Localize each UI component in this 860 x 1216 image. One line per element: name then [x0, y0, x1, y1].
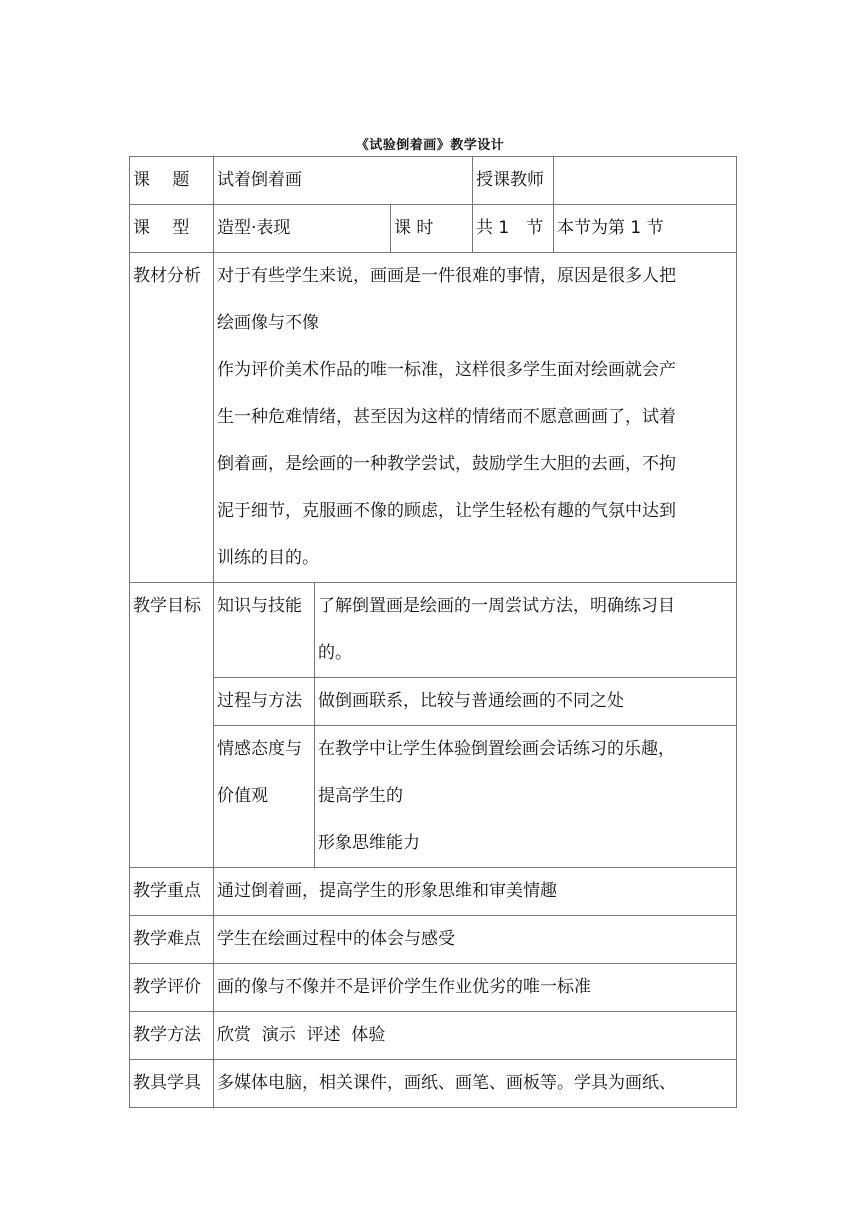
methods-value: 欣赏 演示 评述 体验 — [214, 1012, 737, 1060]
objective-text — [315, 583, 737, 678]
row-topic — [130, 157, 737, 205]
analysis-line: 倒着画，是绘画的一种教学尝试，鼓励学生大胆的去画，不拘 — [217, 454, 676, 474]
teacher-value — [554, 157, 737, 205]
tools-label: 教具学具 — [130, 1060, 214, 1108]
topic-value: 试着倒着画 — [214, 157, 473, 205]
hours-value: 共 1 节 — [473, 205, 554, 253]
analysis-label: 教材分析 — [130, 253, 214, 583]
objective-sub-label — [214, 726, 315, 868]
row-type — [130, 205, 737, 253]
analysis-line: 对于有些学生来说，画画是一件很难的事情，原因是很多人把 — [217, 266, 676, 286]
methods-label: 教学方法 — [130, 1012, 214, 1060]
key-point-value: 通过倒着画，提高学生的形象思维和审美情趣 — [214, 868, 737, 916]
analysis-line: 作为评价美术作品的唯一标准，这样很多学生面对绘画就会产 — [217, 360, 676, 380]
objective-line: 做倒画联系，比较与普通绘画的不同之处 — [318, 691, 624, 711]
objective-line: 形象思维能力 — [318, 833, 420, 853]
objective-line: 在教学中让学生体验倒置绘画会话练习的乐趣， — [318, 739, 675, 759]
objective-sub-label: 过程与方法 — [214, 678, 315, 726]
topic-label: 课 题 — [130, 157, 214, 205]
lesson-plan-table — [129, 156, 737, 1108]
analysis-text — [214, 253, 737, 583]
objective-sub-line: 情感态度与 — [217, 739, 302, 759]
section-value: 本节为第 1 节 — [554, 205, 737, 253]
row-methods — [130, 1012, 737, 1060]
row-tools — [130, 1060, 737, 1108]
key-point-label: 教学重点 — [130, 868, 214, 916]
objective-line: 提高学生的 — [318, 786, 403, 806]
difficulty-value: 学生在绘画过程中的体会与感受 — [214, 916, 737, 964]
objective-sub-label: 知识与技能 — [214, 583, 315, 678]
row-objective-knowledge — [130, 583, 737, 678]
evaluation-label: 教学评价 — [130, 964, 214, 1012]
row-objective-attitude — [130, 726, 737, 868]
analysis-line: 泥于细节，克服画不像的顾虑，让学生轻松有趣的气氛中达到 — [217, 501, 676, 521]
hours-label: 课 时 — [391, 205, 473, 253]
objective-text — [315, 726, 737, 868]
row-difficulty — [130, 916, 737, 964]
row-evaluation — [130, 964, 737, 1012]
objectives-label: 教学目标 — [130, 583, 214, 868]
row-key-point — [130, 868, 737, 916]
document-title: 《试验倒着画》教学设计 — [355, 138, 505, 153]
objective-line: 的。 — [318, 643, 352, 663]
type-value: 造型·表现 — [214, 205, 391, 253]
row-analysis — [130, 253, 737, 583]
evaluation-value: 画的像与不像并不是评价学生作业优劣的唯一标准 — [214, 964, 737, 1012]
row-objective-process — [130, 678, 737, 726]
analysis-line: 生一种危难情绪，甚至因为这样的情绪而不愿意画画了，试着 — [217, 407, 676, 427]
difficulty-label: 教学难点 — [130, 916, 214, 964]
objective-text — [315, 678, 737, 726]
objective-line: 了解倒置画是绘画的一周尝试方法，明确练习目 — [318, 596, 675, 616]
tools-value: 多媒体电脑，相关课件，画纸、画笔、画板等。学具为画纸、 — [214, 1060, 737, 1108]
type-label: 课 型 — [130, 205, 214, 253]
objective-sub-line: 价值观 — [217, 786, 268, 806]
teacher-label: 授课教师 — [473, 157, 554, 205]
analysis-line: 训练的目的。 — [217, 548, 319, 568]
analysis-line: 绘画像与不像 — [217, 313, 319, 333]
